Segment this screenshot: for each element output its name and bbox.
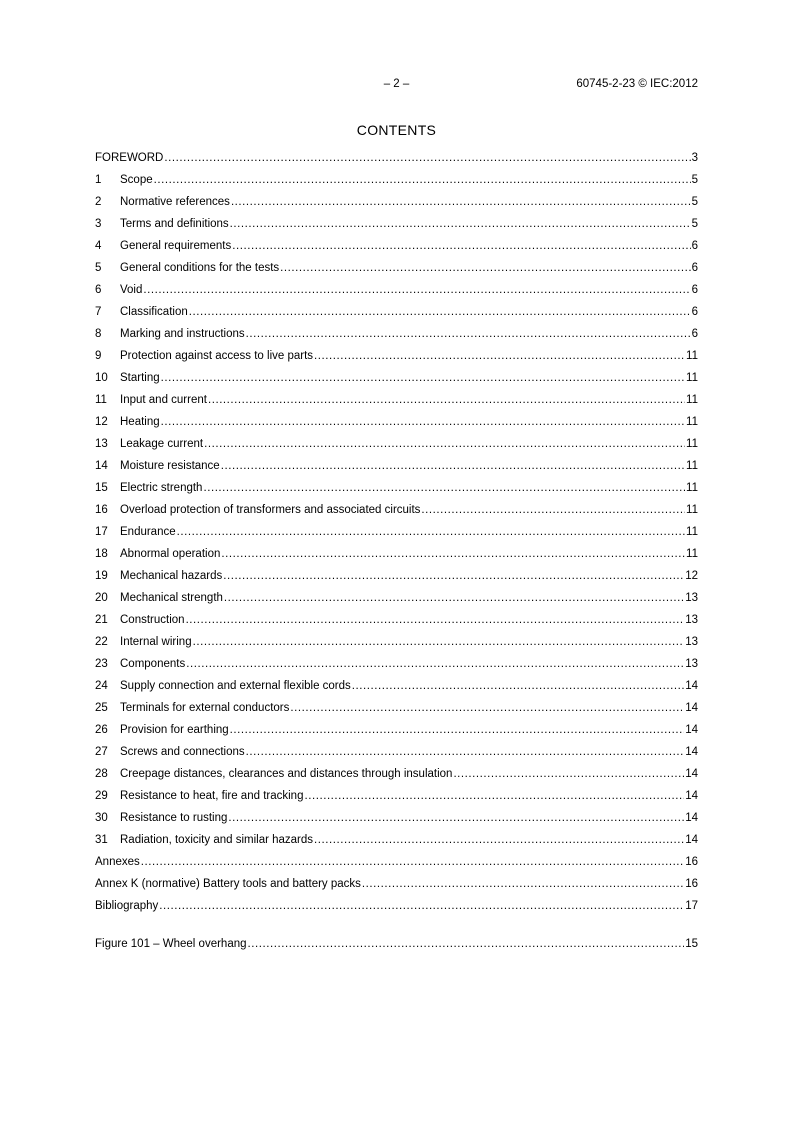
toc-entry-page: 15: [685, 938, 698, 950]
toc-entry-page: 14: [685, 746, 698, 758]
toc-entry[interactable]: [95, 679, 698, 701]
toc-entry-title: Resistance to rusting: [120, 812, 228, 824]
dot-leader: [208, 393, 685, 407]
toc-entry[interactable]: [95, 789, 698, 811]
dot-leader: [143, 283, 690, 297]
dot-leader: [164, 151, 690, 165]
dot-leader: [161, 371, 685, 385]
dot-leader: [230, 723, 685, 737]
dot-leader: [224, 591, 684, 605]
toc-entry-title: Creepage distances, clearances and distances through insulation: [120, 768, 453, 780]
toc-entry[interactable]: [95, 217, 698, 239]
toc-entry[interactable]: [95, 481, 698, 503]
toc-entry-title: Annex K (normative) Battery tools and battery packs: [95, 878, 361, 890]
toc-entry-title: Screws and connections: [120, 746, 245, 758]
toc-entry-title: General requirements: [120, 240, 232, 252]
dot-leader: [189, 305, 691, 319]
toc-entry[interactable]: [95, 327, 698, 349]
toc-entry-number: 12: [95, 416, 108, 428]
toc-entry-number: 10: [95, 372, 108, 384]
toc-entry-number: 8: [95, 328, 102, 340]
page-header: [95, 78, 698, 92]
toc-entry-number: 1: [95, 174, 102, 186]
dot-leader: [186, 613, 685, 627]
toc-entry-number: 20: [95, 592, 108, 604]
toc-entry-page: 14: [685, 702, 698, 714]
dot-leader: [352, 679, 684, 693]
toc-entry-title: Mechanical strength: [120, 592, 223, 604]
dot-leader: [453, 767, 684, 781]
toc-entry-number: 24: [95, 680, 108, 692]
toc-entry-title: Protection against access to live parts: [120, 350, 314, 362]
toc-entry-title: Scope: [120, 174, 153, 186]
toc-entry-number: 4: [95, 240, 102, 252]
toc-entry-number: 31: [95, 834, 108, 846]
toc-entry-number: 13: [95, 438, 108, 450]
toc-entry-page: 6: [691, 306, 698, 318]
toc-entry-page: 11: [686, 504, 698, 516]
toc-entry[interactable]: [95, 899, 698, 921]
toc-entry-title: Radiation, toxicity and similar hazards: [120, 834, 314, 846]
toc-entry[interactable]: [95, 459, 698, 481]
toc-entry-number: 29: [95, 790, 108, 802]
toc-entry-page: 14: [685, 724, 698, 736]
toc-entry-title: Endurance: [120, 526, 176, 538]
toc-entry[interactable]: [95, 503, 698, 525]
toc-entry[interactable]: [95, 613, 698, 635]
toc-entry-page: 11: [686, 372, 698, 384]
toc-entry[interactable]: [95, 701, 698, 723]
toc-entry[interactable]: [95, 833, 698, 855]
toc-entry[interactable]: [95, 657, 698, 679]
toc-entry-number: 5: [95, 262, 102, 274]
toc-entry-title: General conditions for the tests: [120, 262, 280, 274]
dot-leader: [161, 415, 685, 429]
toc-entry-number: 30: [95, 812, 108, 824]
toc-entry-title: Internal wiring: [120, 636, 192, 648]
toc-entry-page: 11: [686, 416, 698, 428]
toc-entry-number: 26: [95, 724, 108, 736]
toc-entry-number: 25: [95, 702, 108, 714]
toc-entry-title: Mechanical hazards: [120, 570, 223, 582]
toc-entry-page: 16: [685, 856, 698, 868]
toc-entry-page: 14: [685, 680, 698, 692]
toc-entry-page: 3: [691, 152, 698, 164]
toc-entry-page: 11: [686, 350, 698, 362]
dot-leader: [141, 855, 684, 869]
toc-entry-page: 11: [686, 526, 698, 538]
dot-leader: [221, 459, 685, 473]
dot-leader: [203, 481, 685, 495]
dot-leader: [246, 745, 685, 759]
toc-entry-title: Terminals for external conductors: [120, 702, 290, 714]
toc-entry-number: 28: [95, 768, 108, 780]
toc-entry-title: Input and current: [120, 394, 207, 406]
dot-leader: [193, 635, 685, 649]
dot-leader: [232, 239, 690, 253]
page-number: – 2 –: [383, 78, 410, 90]
dot-leader: [246, 327, 691, 341]
toc-entry-number: 2: [95, 196, 102, 208]
toc-entry[interactable]: [95, 855, 698, 877]
dot-leader: [223, 569, 684, 583]
toc-entry[interactable]: [95, 745, 698, 767]
toc-entry-title: Leakage current: [120, 438, 204, 450]
toc-entry[interactable]: [95, 371, 698, 393]
toc-entry-number: 17: [95, 526, 108, 538]
toc-entry-page: 5: [691, 196, 698, 208]
toc-entry-title: Provision for earthing: [120, 724, 229, 736]
toc-entry-page: 11: [686, 460, 698, 472]
dot-leader: [304, 789, 684, 803]
toc-entry-page: 13: [685, 636, 698, 648]
dot-leader: [314, 833, 684, 847]
dot-leader: [186, 657, 684, 671]
toc-entry-page: 5: [691, 218, 698, 230]
toc-entry-page: 5: [691, 174, 698, 186]
toc-entry-page: 13: [685, 592, 698, 604]
table-of-contents: [95, 151, 698, 959]
toc-entry[interactable]: [95, 173, 698, 195]
contents-title: CONTENTS: [356, 122, 437, 138]
dot-leader: [221, 547, 685, 561]
toc-entry[interactable]: [95, 591, 698, 613]
toc-entry-number: 7: [95, 306, 102, 318]
toc-entry-number: 21: [95, 614, 108, 626]
toc-entry[interactable]: [95, 151, 698, 173]
toc-entry-title: Components: [120, 658, 186, 670]
toc-entry[interactable]: [95, 767, 698, 789]
dot-leader: [314, 349, 685, 363]
figure-list-entry[interactable]: [95, 937, 698, 959]
toc-entry-page: 11: [686, 438, 698, 450]
toc-entry-page: 14: [685, 768, 698, 780]
toc-entry-title: Terms and definitions: [120, 218, 229, 230]
dot-leader: [204, 437, 685, 451]
toc-entry-page: 14: [685, 812, 698, 824]
toc-entry-page: 11: [686, 394, 698, 406]
toc-entry-page: 6: [691, 240, 698, 252]
toc-entry-page: 11: [686, 482, 698, 494]
toc-entry[interactable]: [95, 393, 698, 415]
toc-entry[interactable]: [95, 349, 698, 371]
toc-entry[interactable]: [95, 723, 698, 745]
toc-entry-number: 3: [95, 218, 102, 230]
toc-entry-page: 13: [685, 658, 698, 670]
toc-entry-number: 16: [95, 504, 108, 516]
toc-entry-title: Void: [120, 284, 143, 296]
dot-leader: [248, 937, 685, 951]
toc-entry-title: Heating: [120, 416, 160, 428]
toc-entry-page: 13: [685, 614, 698, 626]
toc-entry-page: 6: [691, 262, 698, 274]
toc-entry-title: Annexes: [95, 856, 140, 868]
dot-leader: [177, 525, 685, 539]
dot-leader: [154, 173, 691, 187]
toc-entry-title: Starting: [120, 372, 160, 384]
toc-entry[interactable]: [95, 195, 698, 217]
toc-entry-title: Resistance to heat, fire and tracking: [120, 790, 304, 802]
toc-entry[interactable]: [95, 811, 698, 833]
toc-entry-page: 16: [685, 878, 698, 890]
dot-leader: [228, 811, 684, 825]
toc-entry[interactable]: [95, 239, 698, 261]
toc-entry-title: Supply connection and external flexible cords: [120, 680, 351, 692]
toc-entry-page: 14: [685, 834, 698, 846]
figure-entry-title: Figure 101 – Wheel overhang: [95, 938, 247, 950]
toc-entry-title: Marking and instructions: [120, 328, 245, 340]
toc-entry[interactable]: [95, 635, 698, 657]
toc-entry-title: FOREWORD: [95, 152, 164, 164]
toc-entry-title: Electric strength: [120, 482, 203, 494]
toc-entry-number: 22: [95, 636, 108, 648]
toc-entry[interactable]: [95, 547, 698, 569]
toc-entry[interactable]: [95, 525, 698, 547]
toc-entry[interactable]: [95, 569, 698, 591]
toc-entry-number: 14: [95, 460, 108, 472]
dot-leader: [280, 261, 690, 275]
toc-entry-number: 18: [95, 548, 108, 560]
toc-entry-title: Classification: [120, 306, 188, 318]
dot-leader: [421, 503, 685, 517]
toc-entry-page: 6: [691, 284, 698, 296]
toc-entry-number: 23: [95, 658, 108, 670]
toc-entry-page: 6: [691, 328, 698, 340]
toc-entry[interactable]: [95, 283, 698, 305]
toc-entry-number: 27: [95, 746, 108, 758]
document-reference: 60745-2-23 © IEC:2012: [576, 78, 698, 90]
toc-entry-page: 12: [685, 570, 698, 582]
toc-entry-title: Overload protection of transformers and associated circuits: [120, 504, 421, 516]
toc-entry[interactable]: [95, 305, 698, 327]
toc-entry-page: 11: [686, 548, 698, 560]
toc-entry-number: 9: [95, 350, 102, 362]
toc-entry-page: 14: [685, 790, 698, 802]
toc-entry-number: 11: [95, 394, 107, 406]
toc-entry-title: Normative references: [120, 196, 230, 208]
toc-entry-number: 15: [95, 482, 108, 494]
dot-leader: [231, 195, 691, 209]
toc-entry-title: Construction: [120, 614, 185, 626]
toc-entry-page: 17: [685, 900, 698, 912]
toc-entry-title: Abnormal operation: [120, 548, 221, 560]
dot-leader: [362, 877, 684, 891]
toc-entry-title: Bibliography: [95, 900, 159, 912]
dot-leader: [230, 217, 691, 231]
toc-entry-number: 19: [95, 570, 108, 582]
toc-entry[interactable]: [95, 415, 698, 437]
dot-leader: [159, 899, 684, 913]
toc-entry[interactable]: [95, 877, 698, 899]
dot-leader: [290, 701, 684, 715]
toc-entry[interactable]: [95, 261, 698, 283]
toc-entry-number: 6: [95, 284, 102, 296]
toc-entry-title: Moisture resistance: [120, 460, 220, 472]
toc-entry[interactable]: [95, 437, 698, 459]
